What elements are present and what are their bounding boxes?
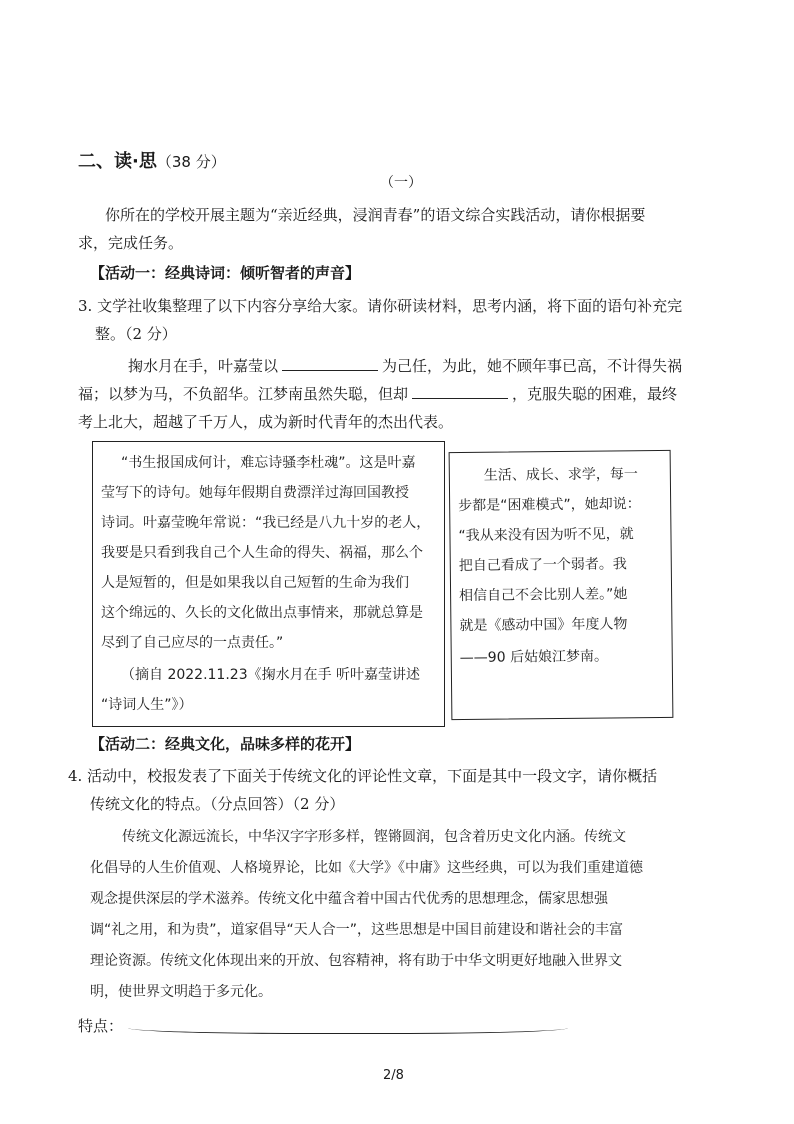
section-title-text: 二、读·思 (78, 151, 157, 172)
box-right-line: “我从来没有因为听不见，就 (458, 526, 634, 545)
activity-1-heading: 【活动一：经典诗词：倾听智者的声音】 (90, 264, 361, 282)
q3-line-2: 整。（2 分） (95, 325, 177, 343)
q3-fill-text-1b: 为己任，为此，她不顾年事已高，不计得失祸 (382, 357, 683, 375)
page-number: 2/8 (383, 1068, 404, 1083)
q3-blank-2[interactable] (412, 397, 508, 399)
intro-line-1: 你所在的学校开展主题为“亲近经典，浸润青春”的语文综合实践活动，请你根据要 (105, 206, 646, 224)
section-title (78, 147, 226, 173)
q3-fill-text-2a: 福；以梦为马，不负韶华。江梦南虽然失聪，但却 (78, 385, 409, 403)
q4-line-2: 传统文化的特点。（分点回答）（2 分） (90, 795, 345, 813)
passage-line: 化倡导的人生价值观、人格境界论，比如《大学》《中庸》这些经典，可以为我们重建道德 (90, 860, 643, 876)
q3-blank-1[interactable] (282, 369, 378, 371)
passage-line: 明，使世界文明趋于多元化。 (90, 984, 272, 1000)
section-points: （38 分） (156, 153, 226, 171)
activity-2-heading: 【活动二：经典文化，品味多样的花开】 (90, 735, 361, 753)
box-right-line: 相信自己不会比别人差。”她 (459, 586, 628, 605)
intro-line-2: 求，完成任务。 (78, 234, 184, 252)
q3-prompt-1: 文学社收集整理了以下内容分享给大家。请你研读材料，思考内涵，将下面的语句补充完 (97, 297, 683, 315)
q3-fill-text-2b: ，克服失聪的困难，最终 (512, 385, 678, 403)
q3-line-1 (78, 295, 682, 316)
box-left-source: “诗词人生”》） (101, 697, 193, 713)
material-box-ye-jiaying (92, 441, 445, 727)
box-right-line: 生活、成长、求学，每一 (483, 466, 638, 484)
q3-fill-line-3: 考上北大，超越了千万人，成为新时代青年的杰出代表。 (78, 413, 454, 431)
box-left-line: 这个绵远的、久长的文化做出点事情来，那就总算是 (101, 605, 423, 621)
box-right-line: 就是《感动中国》年度人物 (459, 616, 628, 635)
box-left-line: 诗词。叶嘉莹晚年常说：“我已经是八九十岁的老人， (101, 515, 431, 531)
box-right-line: 把自己看成了一个弱者。我 (458, 556, 627, 575)
box-left-line: “书生报国成何计，难忘诗骚李杜魂”。这是叶嘉 (121, 455, 416, 471)
q3-fill-line-1 (128, 355, 682, 376)
q4-number: 4. (68, 767, 83, 785)
subsection-number: （一） (380, 175, 422, 191)
box-left-line: 莹写下的诗句。她每年假期自费漂洋过海回国教授 (101, 485, 409, 501)
q4-prompt-1: 活动中，校报发表了下面关于传统文化的评论性文章，下面是其中一段文字，请你概括 (87, 767, 658, 785)
box-right-line: ——90 后姑娘江梦南。 (459, 648, 609, 667)
box-right-line: 步都是“困难模式”，她却说： (458, 496, 641, 515)
q4-line-1 (68, 765, 657, 786)
passage-line: 调“礼之用，和为贵”，道家倡导“天人合一”，这些思想是中国目前建设和谐社会的丰富 (90, 922, 624, 938)
box-left-line: 人是短暂的，但是如果我以自己短暂的生命为我们 (101, 575, 409, 591)
passage-line: 观念提供深层的学术滋养。传统文化中蕴含着中国古代优秀的思想理念，儒家思想强 (90, 891, 608, 907)
box-left-line: 我要是只看到我自己个人生命的得失、祸福，那么个 (101, 545, 423, 561)
q3-fill-line-2 (78, 383, 677, 404)
answer-label: 特点： (78, 1017, 124, 1035)
q3-fill-text-1a: 掬水月在手，叶嘉莹以 (128, 357, 279, 375)
q3-number: 3. (78, 297, 93, 315)
passage-line: 理论资源。传统文化体现出来的开放、包容精神，将有助于中华文明更好地融入世界文 (90, 953, 622, 969)
box-left-source: （摘自 2022.11.23《掬水月在手 听叶嘉莹讲述 (121, 667, 421, 683)
box-left-line: 尽到了自己应尽的一点责任。” (101, 635, 284, 651)
passage-line: 传统文化源远流长，中华汉字字形多样，铿锵圆润，包含着历史文化内涵。传统文 (122, 829, 626, 845)
material-box-jiang-mengnan (449, 450, 674, 720)
answer-line[interactable] (128, 1019, 568, 1034)
